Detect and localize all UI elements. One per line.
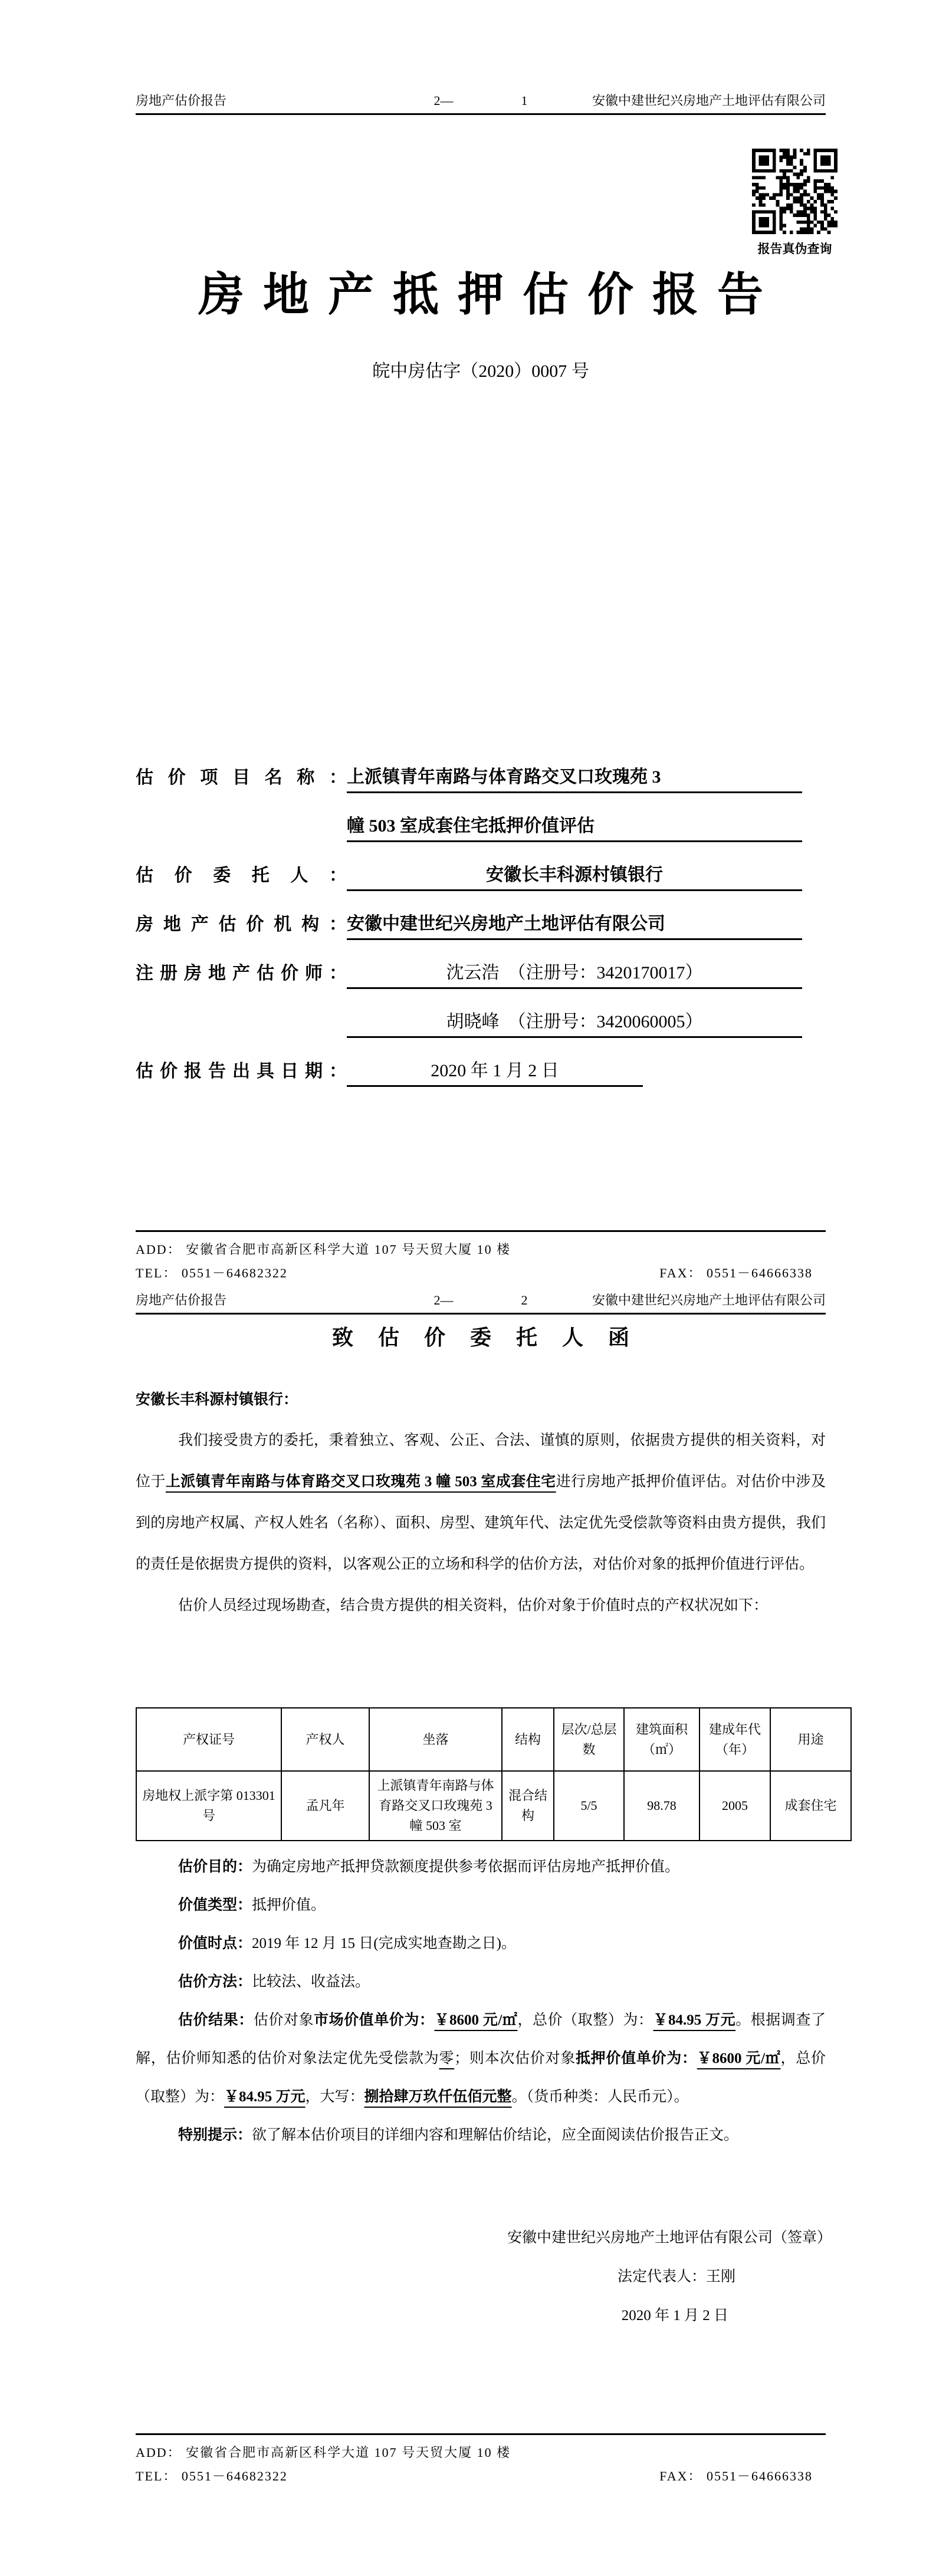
field-label: 估 价 报 告 出 具 日 期 ： <box>136 1062 347 1081</box>
field-label: 估 价 项 目 名 称 ： <box>136 768 347 787</box>
cell-owner: 孟凡年 <box>281 1771 369 1841</box>
running-company-name: 安徽中建世纪兴房地产土地评估有限公司 <box>592 1293 826 1307</box>
subject-property-emphasis: 上派镇青年南路与体育路交叉口玫瑰苑 3 幢 503 室成套住宅 <box>165 1474 556 1490</box>
footer-tel: TEL： 0551－64682322 <box>136 2469 288 2483</box>
result-text: 。（货币种类：人民币元）。 <box>511 2089 689 2105</box>
footer-contact-row <box>136 2465 826 2488</box>
property-table <box>136 1707 852 1841</box>
field-value: 幢 503 室成套住宅抵押价值评估 <box>347 811 802 842</box>
section-label: 价值时点： <box>178 1936 252 1951</box>
col-header-structure: 结构 <box>502 1708 554 1771</box>
result-text: 抵押价值单价为： <box>575 2051 697 2066</box>
report-number: 皖中房估字（2020）0007 号 <box>372 362 589 381</box>
col-header-floor: 层次/总层数 <box>554 1708 624 1771</box>
field-row-issue-date <box>136 1038 802 1087</box>
col-header-use: 用途 <box>770 1708 851 1771</box>
section-label: 特别提示： <box>178 2127 252 2143</box>
paragraph-survey: 估价人员经过现场勘查，结合贵方提供的相关资料，估价对象于价值时点的产权状况如下： <box>178 1598 768 1614</box>
running-company-name: 安徽中建世纪兴房地产土地评估有限公司 <box>592 93 826 108</box>
signature-block <box>136 2219 832 2335</box>
field-value: 2020 年 1 月 2 日 <box>347 1056 643 1087</box>
field-row-client <box>136 842 802 891</box>
section-value-date <box>136 1924 826 1963</box>
field-value: 上派镇青年南路与体育路交叉口玫瑰苑 3 <box>347 762 802 793</box>
col-header-year-built: 建成年代（年） <box>699 1708 770 1771</box>
page2-footer <box>136 2433 826 2488</box>
letter-body <box>136 1387 826 1627</box>
result-text: ，大写： <box>305 2089 364 2105</box>
cover-form <box>136 744 802 1087</box>
field-value: 胡晓峰 （注册号：3420060005） <box>347 1007 802 1038</box>
field-value: 沈云浩 （注册号：3420170017） <box>347 958 802 989</box>
field-row-project-name-cont <box>136 793 802 842</box>
report-title: 房地产抵押估价报告 <box>198 269 782 320</box>
page-set-number: 2— <box>433 1293 454 1307</box>
section-text: 为确定房地产抵押贷款额度提供参考依据而评估房地产抵押价值。 <box>252 1859 680 1875</box>
cell-structure: 混合结构 <box>502 1771 554 1841</box>
section-method <box>136 1963 826 2001</box>
field-value: 安徽中建世纪兴房地产土地评估有限公司 <box>347 909 802 940</box>
page-set-number: 2— <box>433 93 454 108</box>
field-label: 估 价 委 托 人 ： <box>136 866 347 885</box>
section-text: 欲了解本估价项目的详细内容和理解估价结论，应全面阅读估价报告正文。 <box>252 2127 739 2143</box>
mortgage-total-value: ￥84.95 万元 <box>224 2089 306 2105</box>
section-text: 比较法、收益法。 <box>252 1974 370 1990</box>
paragraph-text: 进行房地产抵押价值评估。对估价中涉及到的房地产权属、产权人姓名（名称）、面积、房型、建筑年代、法定优先受偿款等资料由贵方提供，我们的责任是依据贵方提供的资料，以客观公正的立场和科学的估价方法，对估价对象的抵押价值进行评估。 <box>136 1474 826 1572</box>
section-text: 2019 年 12 月 15 日(完成实地查勘之日)。 <box>252 1936 516 1951</box>
page-number: 2 <box>521 1293 528 1307</box>
col-header-owner: 产权人 <box>281 1708 369 1771</box>
signature-date: 2020 年 1 月 2 日 <box>621 2308 728 2324</box>
cell-floor: 5/5 <box>554 1771 624 1841</box>
page2-running-header <box>136 1293 826 1315</box>
qr-caption: 报告真伪查询 <box>757 242 832 256</box>
summary-sections <box>136 1848 826 2154</box>
result-text: 估价对象 <box>253 2012 314 2028</box>
field-label: 房 地 产 估 价 机 构 ： <box>136 915 347 934</box>
footer-fax: FAX： 0551－64666338 <box>659 1266 813 1280</box>
result-text: ，总价（取整）为： <box>136 2051 826 2105</box>
table-header-row <box>136 1708 851 1771</box>
field-row-appraiser-1 <box>136 940 802 989</box>
page1-footer <box>136 1230 826 1285</box>
footer-contact-row <box>136 1261 826 1285</box>
result-text: ；则本次估价对象 <box>454 2051 576 2066</box>
field-value: 安徽长丰科源村镇银行 <box>347 860 802 891</box>
signature-legal-representative: 法定代表人：王刚 <box>617 2269 735 2285</box>
field-row-project-name <box>136 744 802 793</box>
footer-address: ADD： 安徽省合肥市高新区科学大道 107 号天贸大厦 10 楼 <box>136 1242 511 1257</box>
cell-certificate: 房地权上派字第 013301 号 <box>136 1771 281 1841</box>
cell-year-built: 2005 <box>699 1771 770 1841</box>
footer-fax: FAX： 0551－64666338 <box>659 2469 813 2483</box>
col-header-location: 坐落 <box>369 1708 502 1771</box>
mortgage-unit-price-value: ￥8600 元/㎡ <box>697 2051 781 2066</box>
cell-area: 98.78 <box>624 1771 699 1841</box>
section-value-type <box>136 1886 826 1924</box>
section-result <box>136 2001 826 2116</box>
qr-code <box>752 149 838 234</box>
table-row <box>136 1771 851 1841</box>
section-label: 价值类型： <box>178 1897 252 1913</box>
footer-address: ADD： 安徽省合肥市高新区科学大道 107 号天贸大厦 10 楼 <box>136 2445 511 2460</box>
col-header-area: 建筑面积（㎡） <box>624 1708 699 1771</box>
running-doc-title: 房地产估价报告 <box>136 1293 227 1307</box>
result-text: 市场价值单价为： <box>314 2012 435 2028</box>
page1-running-header <box>136 93 826 115</box>
page-number: 1 <box>521 93 528 108</box>
cell-location: 上派镇青年南路与体育路交叉口玫瑰苑 3 幢 503 室 <box>369 1771 502 1841</box>
field-row-appraiser-2 <box>136 989 802 1038</box>
section-label: 估价结果： <box>178 2012 254 2028</box>
cell-use: 成套住宅 <box>770 1771 851 1841</box>
field-label <box>136 1033 347 1038</box>
paragraph-commission <box>136 1420 826 1585</box>
salutation: 安徽长丰科源村镇银行： <box>136 1392 298 1408</box>
page-number-group <box>434 93 528 109</box>
running-doc-title: 房地产估价报告 <box>136 93 227 108</box>
result-text: ，总价（取整）为： <box>517 2012 653 2028</box>
section-label: 估价目的： <box>178 1859 252 1875</box>
page-number-group <box>434 1293 528 1308</box>
field-label <box>136 837 347 842</box>
section-purpose <box>136 1848 826 1886</box>
section-label: 估价方法： <box>178 1974 252 1990</box>
unit-price-value: ￥8600 元/㎡ <box>434 2012 518 2028</box>
section-text: 抵押价值。 <box>252 1897 326 1913</box>
letter-title: 致估价委托人函 <box>331 1326 654 1349</box>
result-text: 。根据调查了解，估价师知悉的估价对象法定优先受偿款为 <box>136 2012 826 2066</box>
field-label: 注 册 房 地 产 估 价 师 ： <box>136 964 347 983</box>
paragraph-text: 我们接受贵方的委托，秉着独立、客观、公正、合法、谨慎的原则，依据贵方提供的相关资料，对位于 <box>136 1432 826 1490</box>
priority-payment-value: 零 <box>439 2051 455 2066</box>
amount-in-words: 捌拾肆万玖仟伍佰元整 <box>364 2089 512 2105</box>
footer-tel: TEL： 0551－64682322 <box>136 1266 288 1280</box>
col-header-certificate: 产权证号 <box>136 1708 281 1771</box>
section-special-note <box>136 2116 826 2154</box>
total-price-value: ￥84.95 万元 <box>653 2012 736 2028</box>
field-row-agency <box>136 891 802 940</box>
signature-company: 安徽中建世纪兴房地产土地评估有限公司（签章） <box>507 2230 832 2246</box>
